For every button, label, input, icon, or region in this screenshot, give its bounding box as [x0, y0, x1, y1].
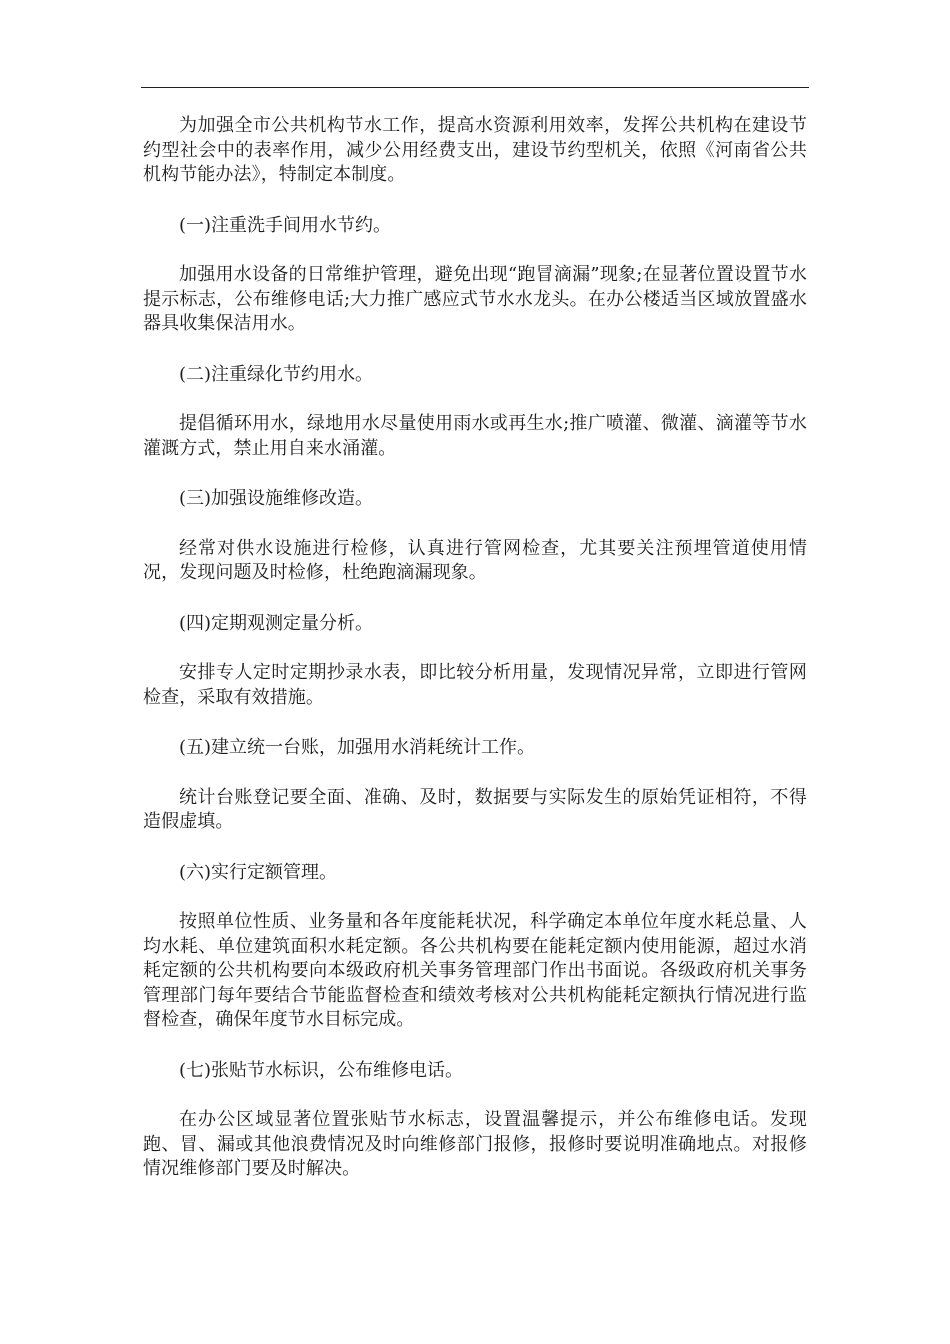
intro-paragraph: 为加强全市公共机构节水工作，提高水资源利用效率，发挥公共机构在建设节约型社会中的表率作用，减少公用经费支出，建设节约型机关，依照《河南省公共机构节能办法》，特制定本制度。	[143, 115, 807, 185]
section-body-6: 按照单位性质、业务量和各年度能耗状况，科学确定本单位年度水耗总量、人均水耗、单位建筑面积水耗定额。各公共机构要在能耗定额内使用能源，超过水消耗定额的公共机构要向本级政府机关事务管理部门作出书面说。各级政府机关事务管理部门每年要结合节能监督检查和绩效考核对公共机构能耗定额执行情况进行监督检查，确保年度节水目标完成。	[143, 911, 807, 1030]
header-rule	[141, 87, 809, 88]
section-heading-2: (二)注重绿化节约用水。	[179, 363, 374, 385]
section-heading-6: (六)实行定额管理。	[179, 861, 338, 883]
section-heading-3: (三)加强设施维修改造。	[179, 488, 374, 509]
section-body-4: 安排专人定时定期抄录水表，即比较分析用量，发现情况异常，立即进行管网检查，采取有效措施。	[143, 662, 807, 708]
section-body-1: 加强用水设备的日常维护管理，避免出现“跑冒滴漏”现象;在显著位置设置节水提示标志，公布维修电话;大力推广感应式节水水龙头。在办公楼适当区域放置盛水器具收集保洁用水。	[143, 264, 807, 334]
section-body-2: 提倡循环用水，绿地用水尽量使用雨水或再生水;推广喷灌、微灌、滴灌等节水灌溉方式，禁止用自来水涌灌。	[143, 413, 807, 459]
document-body	[143, 114, 807, 1182]
section-body-7: 在办公区域显著位置张贴节水标志，设置温馨提示，并公布维修电话。发现跑、冒、漏或其他浪费情况及时向维修部门报修，报修时要说明准确地点。对报修情况维修部门要及时解决。	[143, 1109, 807, 1179]
section-heading-5: (五)建立统一台账，加强用水消耗统计工作。	[179, 737, 536, 758]
section-body-5: 统计台账登记要全面、准确、及时，数据要与实际发生的原始凭证相符，不得造假虚填。	[143, 786, 807, 832]
section-heading-1: (一)注重洗手间用水节约。	[179, 214, 392, 236]
section-heading-4: (四)定期观测定量分析。	[179, 612, 374, 634]
section-heading-7: (七)张贴节水标识，公布维修电话。	[179, 1059, 464, 1081]
section-body-3: 经常对供水设施进行检修，认真进行管网检查，尤其要关注预埋管道使用情况，发现问题及时检修，杜绝跑滴漏现象。	[143, 537, 807, 583]
